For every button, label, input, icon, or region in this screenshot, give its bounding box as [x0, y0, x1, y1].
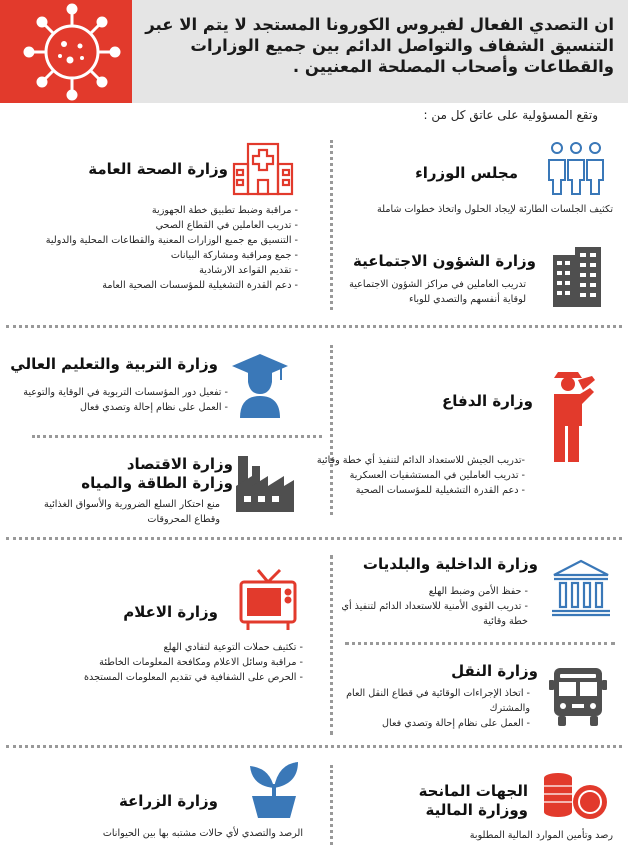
bus-icon [548, 666, 608, 732]
interior-section [363, 555, 538, 574]
graduate-icon [230, 352, 290, 422]
interior-list: - حفظ الأمن وضبط الهلع - تدريب القوى الأمنية للاستعداد الدائم لتنفيذ أي خطة وقائية [341, 586, 528, 627]
transport-section [451, 662, 538, 681]
divider [345, 642, 615, 645]
social-title: وزارة الشؤون الاجتماعية [352, 252, 536, 270]
header-banner [0, 0, 628, 103]
agriculture-title: وزارة الزراعة [118, 792, 218, 810]
economy-section [81, 455, 233, 493]
defense-title: وزارة الدفاع [442, 392, 533, 410]
building-icon [549, 245, 605, 311]
media-list: - تكثيف حملات التوعية لتفادي الهلع - مراقبة وسائل الاعلام ومكافحة المعلومات الخاطئة - الحرص على الشفافية في تقديم المعلومات المستجدة [84, 642, 303, 683]
economy-desc: منع احتكار السلع الضرورية والأسواق الغذائية وقطاع المحروقات [44, 499, 220, 525]
soldier-salute-icon [540, 370, 598, 466]
divider [330, 140, 333, 310]
television-icon [238, 566, 298, 638]
education-list: - تفعيل دور المؤسسات التربوية في الوقاية والتوعية - العمل على نظام إحالة وتصدي فعال [23, 387, 228, 413]
interior-title: وزارة الداخلية والبلديات [362, 555, 538, 573]
divider [6, 325, 622, 328]
defense-section [442, 392, 533, 411]
economy-title: وزارة الاقتصاد [126, 455, 233, 473]
donors-title: الجهات المانحة [418, 782, 528, 800]
health-title: وزارة الصحة العامة [88, 160, 228, 178]
people-group-icon [545, 138, 607, 200]
transport-title: وزارة النقل [451, 662, 538, 680]
defense-list: -تدريب الجيش للاستعداد الدائم لتنفيذ أي خطة وقائية - تدريب العاملين في المستشفيات العسكرية - دعم القدرة التشغيلية للمؤسسات الصحية [316, 455, 525, 496]
divider [6, 537, 622, 540]
social-section [353, 252, 536, 271]
health-section [88, 160, 228, 179]
media-title: وزارة الاعلام [123, 603, 218, 621]
health-list: - مراقبة وضبط تطبيق خطة الجهوزية - تدريب العاملين في القطاع الصحي - التنسيق مع جميع الوزارات المعنية والقطاعات المحلية والدولية - جمع ومراقبة ومشاركة البيانات - تقديم القواعد الارشادية - دعم القدرة التشغيلية للمؤسسات الصحية العامة [45, 205, 298, 291]
factory-icon [234, 452, 296, 516]
energy-title: وزارة الطاقة والمياه [81, 474, 233, 492]
hospital-icon [232, 142, 294, 200]
coins-icon [540, 764, 610, 826]
council-title: مجلس الوزراء [415, 164, 518, 182]
transport-list: - اتخاذ الإجراءات الوقائية في قطاع النقل العام والمشترك - العمل على نظام إحالة وتصدي فعال [346, 688, 530, 729]
social-desc: تدريب العاملين في مراكز الشؤون الاجتماعية لوقاية أنفسهم والتصدي للوباء [349, 279, 526, 305]
education-title: وزارة التربية والتعليم العالي [10, 355, 218, 373]
divider [32, 435, 322, 438]
council-desc: تكثيف الجلسات الطارئة لإيجاد الحلول واتخاذ خطوات شاملة [377, 204, 613, 215]
donors-section [419, 782, 528, 820]
header-text: ان التصدي الفعال لفيروس الكورونا المستجد لا يتم الا عبر التنسيق الشفاف والتواصل الدائم بين جميع الوزارات والقطاعات وأصحاب المصلحة المعنيين . [145, 15, 614, 76]
plant-icon [246, 760, 302, 822]
coronavirus-icon [0, 0, 132, 103]
agriculture-desc: الرصد والتصدي لأي حالات مشتبه بها بين الحيوانات [102, 828, 303, 839]
finance-title: ووزارة المالية [425, 801, 528, 819]
agriculture-section [119, 792, 218, 811]
education-section [10, 355, 218, 374]
government-building-icon [550, 557, 612, 621]
divider [6, 745, 622, 748]
media-section [123, 603, 218, 622]
donors-desc: رصد وتأمين الموارد المالية المطلوبة [469, 830, 613, 841]
intro-text: وتقع المسؤولية على عاتق كل من : [423, 108, 598, 122]
divider [330, 765, 333, 845]
divider [330, 555, 333, 735]
council-section [415, 164, 518, 183]
